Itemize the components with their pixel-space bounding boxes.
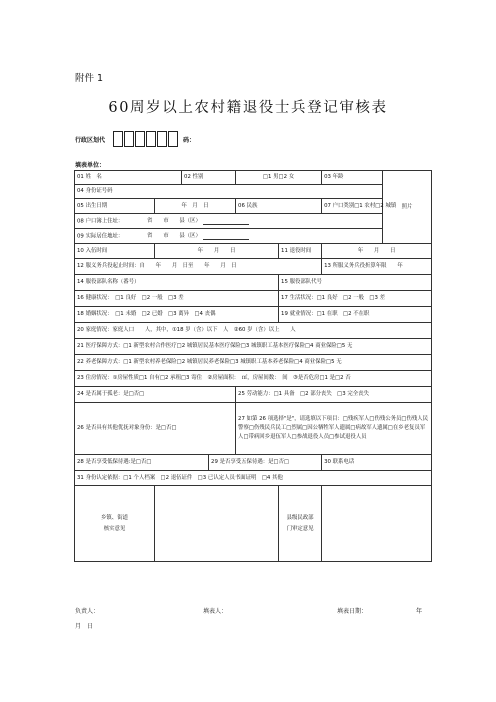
region-code-boxes[interactable] bbox=[113, 131, 179, 147]
residence-value: 省 市 县（区） bbox=[147, 232, 201, 239]
gender-options[interactable]: □1 男□2 女 bbox=[236, 171, 322, 185]
county-opinion-line1: 县级民政部 bbox=[286, 514, 314, 521]
labor-cell[interactable]: 25 劳动能力：□1 具备 □2 部分丧失 □3 完全丧失 bbox=[236, 387, 432, 403]
birth-date-value[interactable]: 年 月 日 bbox=[155, 199, 236, 214]
age-cell[interactable]: 03 年龄 bbox=[322, 171, 383, 185]
other-identity-cell[interactable]: 26 是否具有其他优抚对象身份：是□否□ bbox=[75, 403, 236, 455]
enlist-time-value[interactable]: 年 月 日 bbox=[155, 244, 279, 259]
ethnic-cell[interactable]: 06 民族 bbox=[236, 199, 322, 214]
orphan-cell[interactable]: 24 是否属于孤老：是□否□ bbox=[75, 387, 236, 403]
county-opinion-label bbox=[279, 486, 322, 562]
other-identity-detail[interactable]: 27 如第 26 项选择"是"，请选填以下项目：□残疾军人□伤残公务员□伤残人民警察□伤残民兵民工□烈属□因公牺牲军人遗属□病故军人遗属□在乡老复员军人□带病回乡退伍军人□参战退役人员□参试退役人员 bbox=[236, 403, 432, 455]
date-label: 填表日期： bbox=[337, 608, 368, 615]
pension-cell[interactable]: 22 养老保障方式：□1 新型农村养老保险□2 城镇居民养老保险□3 城镇职工基本养老保险□4 商业保险□5 无 bbox=[75, 355, 432, 371]
residence-label: 09 实际居住地址： bbox=[77, 232, 124, 239]
form-title: 60周岁以上农村籍退役士兵登记审核表 bbox=[108, 100, 388, 116]
discharge-time-value[interactable]: 年 月 日 bbox=[322, 244, 432, 259]
town-opinion-label bbox=[75, 486, 155, 562]
family-cell[interactable]: 20 家庭情况：家庭人口 人，其中，①18 岁（含）以下 人 ②60 岁（含）以上 人 bbox=[75, 323, 432, 339]
hukou-address-row[interactable] bbox=[75, 214, 383, 229]
medical-cell[interactable]: 21 医疗保障方式：□1 新型农村合作医疗□2 城镇居民基本医疗保险□3 城镇职工基本医疗保险□4 商业保险□5 无 bbox=[75, 339, 432, 355]
filler-unit-label: 填表单位： bbox=[75, 162, 106, 169]
leader-label: 负责人： bbox=[75, 608, 100, 615]
identity-proof-cell[interactable]: 31 身份认定依据：□1 个人档案 □2 退伍证件 □3 已认定人员书面证明 □4 其他 bbox=[75, 471, 432, 486]
region-code-suffix: 码： bbox=[183, 136, 196, 144]
five-guarantee-cell[interactable]: 29 是否享受五保待遇：是□否□ bbox=[209, 455, 322, 471]
county-opinion-space[interactable] bbox=[322, 486, 432, 562]
subsidy-cell[interactable]: 28 是否享受低保待遇:是□否□ bbox=[75, 455, 209, 471]
photo-cell: 照片 bbox=[383, 171, 432, 244]
service-years-cell[interactable]: 13 所服义务兵役折算年限 年 bbox=[322, 259, 432, 275]
county-opinion-line2: 门审定意见 bbox=[286, 525, 314, 532]
birth-date-label: 05 出生日期 bbox=[75, 199, 155, 214]
date-year: 年 bbox=[416, 608, 423, 615]
phone-cell[interactable]: 30 联系电话 bbox=[322, 455, 432, 471]
name-cell[interactable]: 01 姓 名 bbox=[75, 171, 182, 185]
town-opinion-line1: 乡镇、街道 bbox=[101, 514, 128, 521]
housing-cell[interactable]: 23 住房情况：①房屋性质□1 自有□2 承租□3 寄住 ②房屋面积： ㎡，房屋间数： 间 ③是否危房□1 是□2 否 bbox=[75, 371, 432, 387]
employment-cell[interactable]: 19 就业情况：□1 在职 □2 不在职 bbox=[279, 307, 432, 323]
residence-row[interactable] bbox=[75, 229, 383, 244]
town-opinion-line2: 核实意见 bbox=[103, 525, 126, 532]
enlist-time-label: 10 入伍时间 bbox=[75, 244, 155, 259]
unit-name-cell[interactable]: 14 服役部队名称（番号） bbox=[75, 275, 279, 291]
discharge-time-label: 11 退役时间 bbox=[279, 244, 322, 259]
registration-form-table bbox=[74, 170, 432, 562]
hukou-address-line bbox=[203, 218, 249, 225]
attachment-label: 附件 1 bbox=[75, 73, 104, 84]
hukou-address-value: 省 市 县（区） bbox=[147, 217, 201, 224]
region-code-label: 行政区划代 bbox=[75, 136, 106, 144]
hukou-type-cell[interactable]: 07 户口类别□1 农村□2 城镇 bbox=[322, 199, 383, 214]
filler-label: 填表人： bbox=[203, 608, 228, 615]
town-opinion-space[interactable] bbox=[155, 486, 279, 562]
service-period-cell[interactable]: 12 服义务兵役起止时间：自 年 月 日至 年 月 日 bbox=[75, 259, 322, 275]
id-number-cell[interactable]: 04 身份证号码 bbox=[75, 185, 383, 199]
residence-line bbox=[203, 233, 249, 240]
unit-code-cell[interactable]: 15 服役部队代号 bbox=[279, 275, 432, 291]
living-cell[interactable]: 17 生活状况：□1 良好 □2 一般 □3 差 bbox=[279, 291, 432, 307]
marital-cell[interactable]: 18 婚姻状况： □1 未婚 □2 已婚 □3 离异 □4 丧偶 bbox=[75, 307, 279, 323]
date-month-day: 月 日 bbox=[75, 623, 94, 630]
region-code-row bbox=[75, 130, 195, 148]
health-cell[interactable]: 16 健康状况： □1 良好 □2 一般 □3 差 bbox=[75, 291, 279, 307]
gender-cell: 02 性别 bbox=[182, 171, 236, 185]
hukou-address-label: 08 户口簿上住址： bbox=[77, 217, 124, 224]
